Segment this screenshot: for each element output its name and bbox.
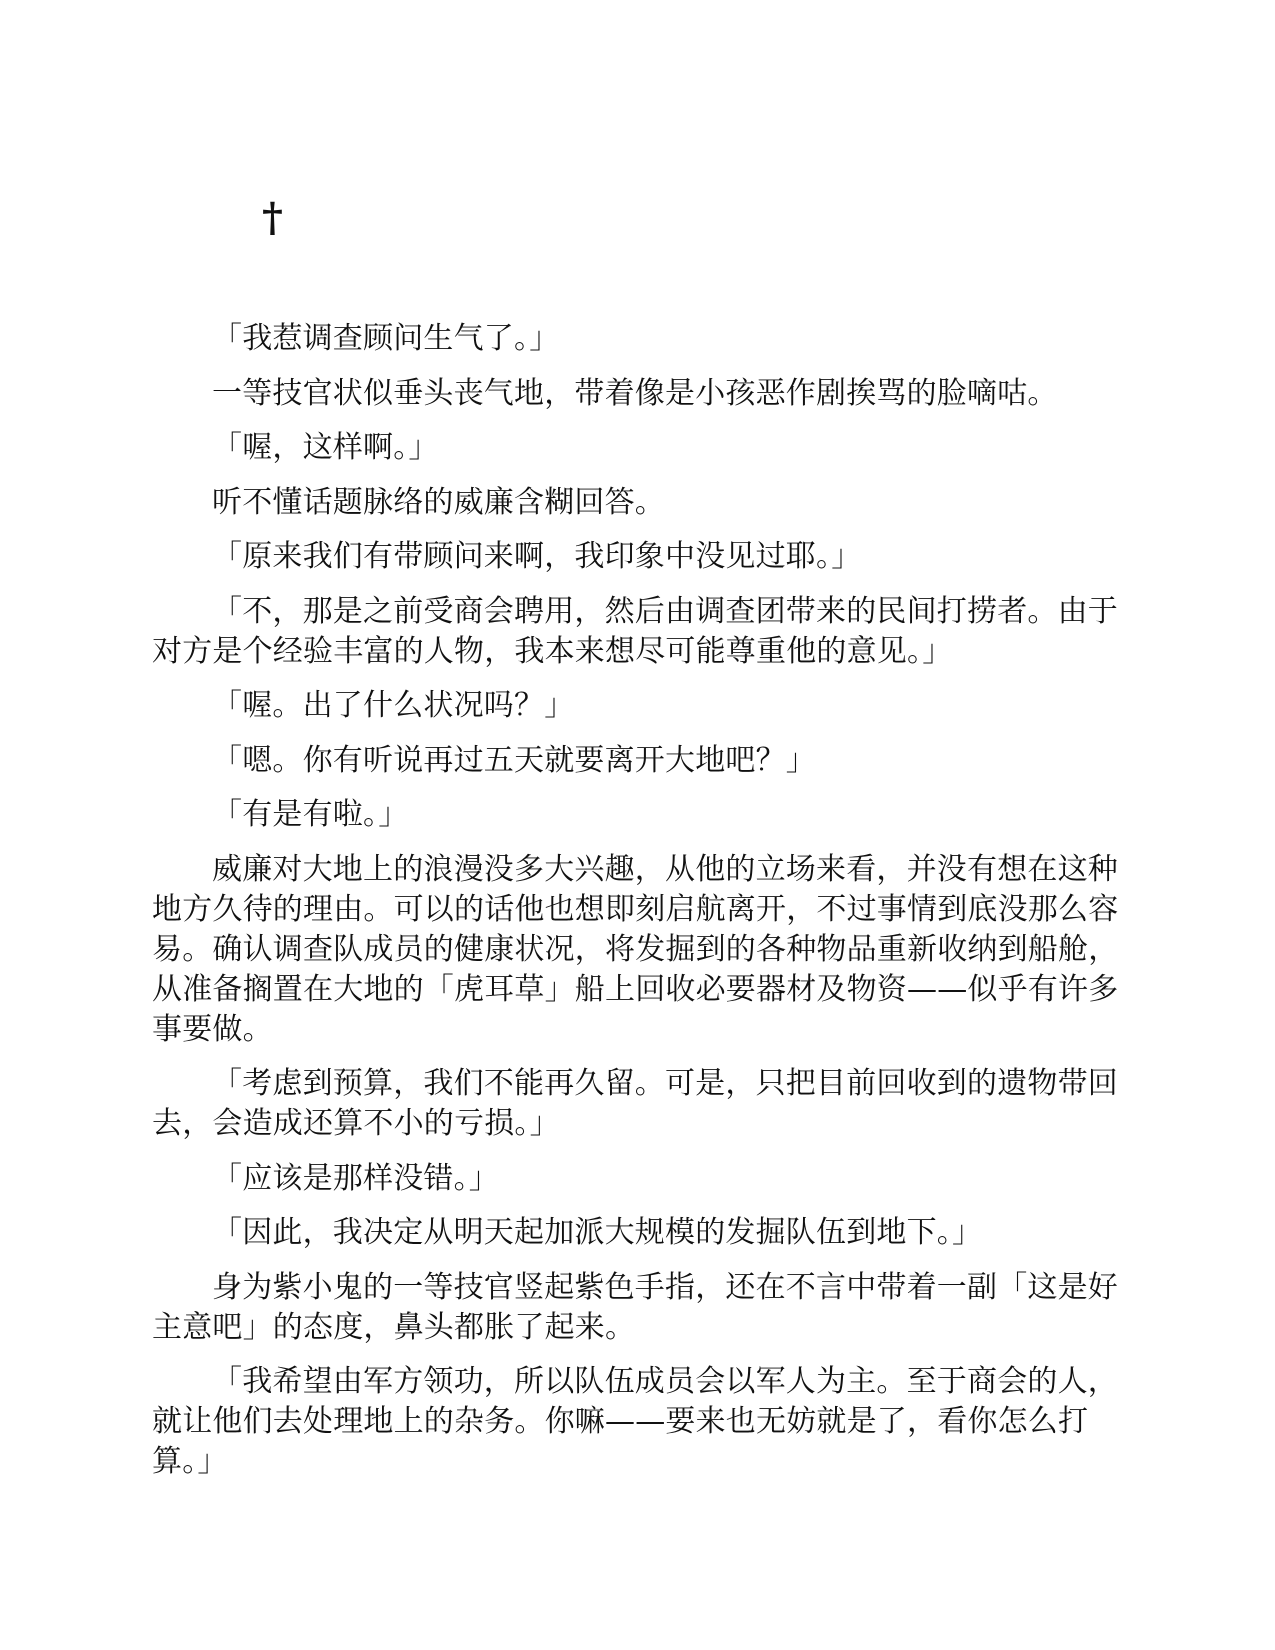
paragraph: 一等技官状似垂头丧气地，带着像是小孩恶作剧挨骂的脸嘀咕。 xyxy=(212,375,1058,411)
paragraph: 身为紫小鬼的一等技官竖起紫色手指，还在不言中带着一副「这是好主意吧」的态度，鼻头都胀了起来。 xyxy=(152,1269,1118,1345)
paragraph: 「应该是那样没错。」 xyxy=(212,1160,499,1196)
paragraph: 「考虑到预算，我们不能再久留。可是，只把目前回收到的遗物带回去，会造成还算不小的亏损。」 xyxy=(152,1066,1118,1141)
paragraph: 「我惹调查顾问生气了。」 xyxy=(212,321,560,356)
paragraph: 「我希望由军方领功，所以队伍成员会以军人为主。至于商会的人，就让他们去处理地上的杂务。你嘛——要来也无妨就是了，看你怎么打算。」 xyxy=(152,1364,1118,1479)
paragraph: 「原来我们有带顾问来啊，我印象中没见过耶。」 xyxy=(212,539,862,574)
body-text xyxy=(152,319,1122,1497)
section-dagger-mark: † xyxy=(262,194,283,241)
paragraph: 「因此，我决定从明天起加派大规模的发掘队伍到地下。」 xyxy=(212,1215,983,1250)
paragraph: 听不懂话题脉络的威廉含糊回答。 xyxy=(212,484,665,520)
paragraph: 「有是有啦。」 xyxy=(212,797,409,832)
paragraph: 威廉对大地上的浪漫没多大兴趣，从他的立场来看，并没有想在这种地方久待的理由。可以的话他也想即刻启航离开，不过事情到底没那么容易。确认调查队成员的健康状况，将发掘到的各种物品重新收纳到船舱，从准备搁置在大地的「虎耳草」船上回收必要器材及物资——似乎有许多事要做。 xyxy=(152,851,1119,1047)
paragraph: 「不，那是之前受商会聘用，然后由调查团带来的民间打捞者。由于对方是个经验丰富的人物，我本来想尽可能尊重他的意见。」 xyxy=(152,593,1118,669)
paragraph: 「嗯。你有听说再过五天就要离开大地吧？」 xyxy=(212,742,816,778)
paragraph: 「喔，这样啊。」 xyxy=(212,430,439,465)
paragraph: 「喔。出了什么状况吗？」 xyxy=(212,688,575,723)
